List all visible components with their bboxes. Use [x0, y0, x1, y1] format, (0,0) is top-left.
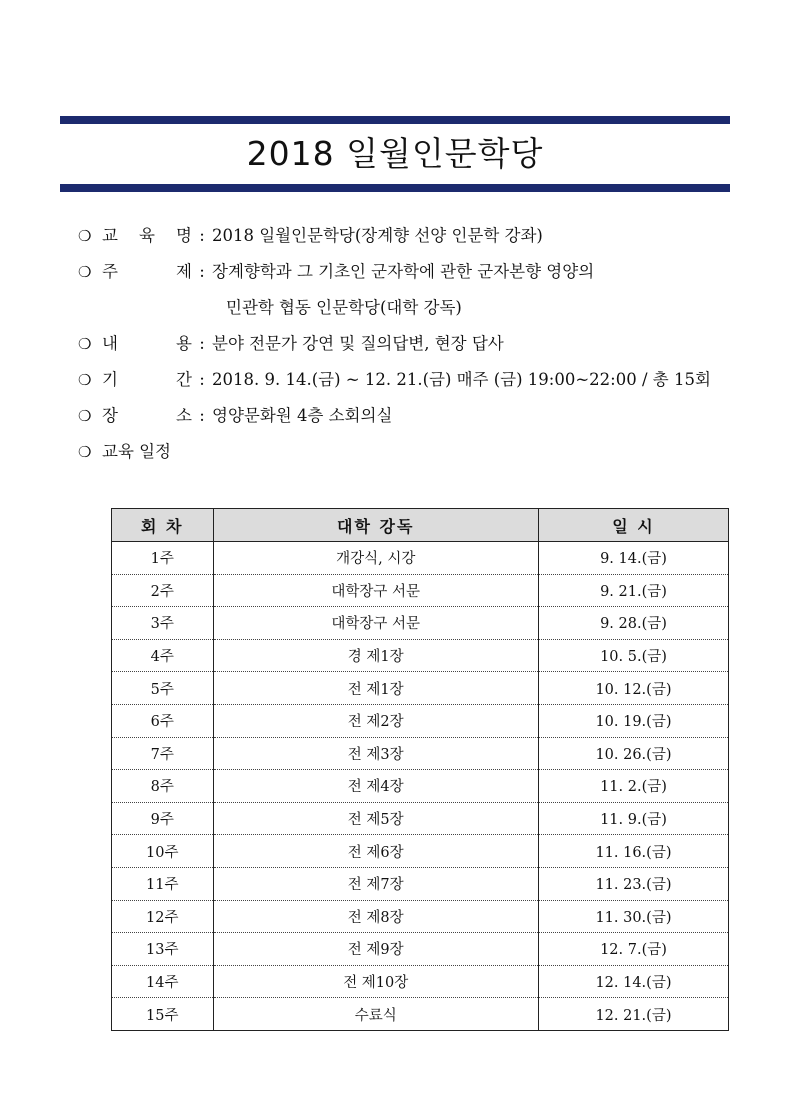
cell-round: 15주 — [112, 998, 214, 1031]
cell-date: 12. 21.(금) — [538, 998, 728, 1031]
course-info — [78, 218, 748, 470]
cell-round: 8주 — [112, 770, 214, 803]
cell-date: 10. 26.(금) — [538, 737, 728, 770]
info-colon: : — [199, 370, 205, 389]
table-row — [112, 704, 729, 737]
info-value: 장계향학과 그 기초인 군자학에 관한 군자본향 영양의 — [212, 262, 595, 281]
table-row — [112, 639, 729, 672]
header-round: 회 차 — [112, 509, 214, 542]
cell-round: 6주 — [112, 704, 214, 737]
info-value: 2018 일월인문학당(장계향 선양 인문학 강좌) — [212, 226, 543, 245]
info-label — [102, 398, 192, 434]
info-value: 분야 전문가 강연 및 질의답변, 현장 답사 — [212, 334, 504, 353]
page-title: 2018 일월인문학당 — [246, 134, 544, 173]
info-label-char: 교 — [102, 226, 118, 245]
cell-lecture: 전 제3장 — [213, 737, 538, 770]
cell-lecture: 전 제10장 — [213, 965, 538, 998]
cell-round: 1주 — [112, 542, 214, 575]
cell-round: 12주 — [112, 900, 214, 933]
cell-date: 11. 16.(금) — [538, 835, 728, 868]
info-label-char: 간 — [176, 370, 192, 389]
info-row-theme-continued — [78, 290, 748, 326]
title-rule-top — [60, 116, 730, 124]
circle-bullet-icon: ❍ — [78, 335, 92, 353]
info-label — [102, 218, 192, 254]
table-row — [112, 867, 729, 900]
info-colon: : — [199, 334, 205, 353]
cell-lecture: 전 제4장 — [213, 770, 538, 803]
cell-date: 11. 2.(금) — [538, 770, 728, 803]
info-label-char: 장 — [102, 406, 118, 425]
circle-bullet-icon: ❍ — [78, 443, 92, 461]
cell-lecture: 전 제5장 — [213, 802, 538, 835]
cell-lecture: 전 제8장 — [213, 900, 538, 933]
title-rule-bottom — [60, 184, 730, 192]
schedule-heading: 교육 일정 — [102, 442, 172, 461]
header-date: 일 시 — [538, 509, 728, 542]
cell-lecture: 전 제6장 — [213, 835, 538, 868]
table-row — [112, 542, 729, 575]
table-row — [112, 672, 729, 705]
info-label — [102, 254, 192, 290]
cell-round: 10주 — [112, 835, 214, 868]
cell-date: 12. 14.(금) — [538, 965, 728, 998]
info-row-course-name — [78, 218, 748, 254]
info-label-char: 육 — [139, 226, 155, 245]
circle-bullet-icon: ❍ — [78, 227, 92, 245]
table-row — [112, 737, 729, 770]
cell-date: 11. 23.(금) — [538, 867, 728, 900]
table-row — [112, 574, 729, 607]
cell-round: 9주 — [112, 802, 214, 835]
cell-date: 9. 28.(금) — [538, 607, 728, 640]
cell-round: 13주 — [112, 933, 214, 966]
cell-round: 4주 — [112, 639, 214, 672]
info-row-period — [78, 362, 748, 398]
info-row-theme — [78, 254, 748, 290]
table-row — [112, 900, 729, 933]
info-label-char: 내 — [102, 334, 118, 353]
info-row-content — [78, 326, 748, 362]
cell-round: 5주 — [112, 672, 214, 705]
table-row — [112, 802, 729, 835]
table-row — [112, 998, 729, 1031]
cell-date: 9. 21.(금) — [538, 574, 728, 607]
cell-lecture: 대학장구 서문 — [213, 607, 538, 640]
cell-round: 14주 — [112, 965, 214, 998]
circle-bullet-icon: ❍ — [78, 407, 92, 425]
cell-round: 7주 — [112, 737, 214, 770]
cell-date: 11. 30.(금) — [538, 900, 728, 933]
cell-date: 12. 7.(금) — [538, 933, 728, 966]
cell-lecture: 전 제9장 — [213, 933, 538, 966]
cell-lecture: 수료식 — [213, 998, 538, 1031]
schedule-table — [111, 508, 729, 1031]
cell-lecture: 전 제1장 — [213, 672, 538, 705]
circle-bullet-icon: ❍ — [78, 371, 92, 389]
info-label — [102, 326, 192, 362]
cell-date: 9. 14.(금) — [538, 542, 728, 575]
cell-date: 10. 19.(금) — [538, 704, 728, 737]
info-label-char: 용 — [176, 334, 192, 353]
info-value-continuation: 민관학 협동 인문학당(대학 강독) — [226, 298, 462, 317]
cell-date: 10. 5.(금) — [538, 639, 728, 672]
info-value: 2018. 9. 14.(금) ~ 12. 21.(금) 매주 (금) 19:00~22:00 / 총 15회 — [212, 370, 711, 389]
cell-date: 10. 12.(금) — [538, 672, 728, 705]
cell-round: 3주 — [112, 607, 214, 640]
info-row-schedule-heading — [78, 434, 748, 470]
header-lecture: 대학 강독 — [213, 509, 538, 542]
info-label-char: 제 — [176, 262, 192, 281]
table-header-row — [112, 509, 729, 542]
cell-lecture: 경 제1장 — [213, 639, 538, 672]
info-value: 영양문화원 4층 소회의실 — [212, 406, 393, 425]
info-row-venue — [78, 398, 748, 434]
cell-round: 11주 — [112, 867, 214, 900]
cell-round: 2주 — [112, 574, 214, 607]
table-row — [112, 607, 729, 640]
info-colon: : — [199, 226, 205, 245]
info-label-char: 기 — [102, 370, 118, 389]
table-row — [112, 835, 729, 868]
info-colon: : — [199, 406, 205, 425]
info-label — [102, 362, 192, 398]
cell-date: 11. 9.(금) — [538, 802, 728, 835]
table-row — [112, 933, 729, 966]
cell-lecture: 대학장구 서문 — [213, 574, 538, 607]
table-row — [112, 770, 729, 803]
table-row — [112, 965, 729, 998]
cell-lecture: 전 제2장 — [213, 704, 538, 737]
circle-bullet-icon: ❍ — [78, 263, 92, 281]
cell-lecture: 전 제7장 — [213, 867, 538, 900]
cell-lecture: 개강식, 시강 — [213, 542, 538, 575]
info-label-char: 주 — [102, 262, 118, 281]
info-colon: : — [199, 262, 205, 281]
info-label-char: 소 — [176, 406, 192, 425]
info-label-char: 명 — [176, 226, 192, 245]
